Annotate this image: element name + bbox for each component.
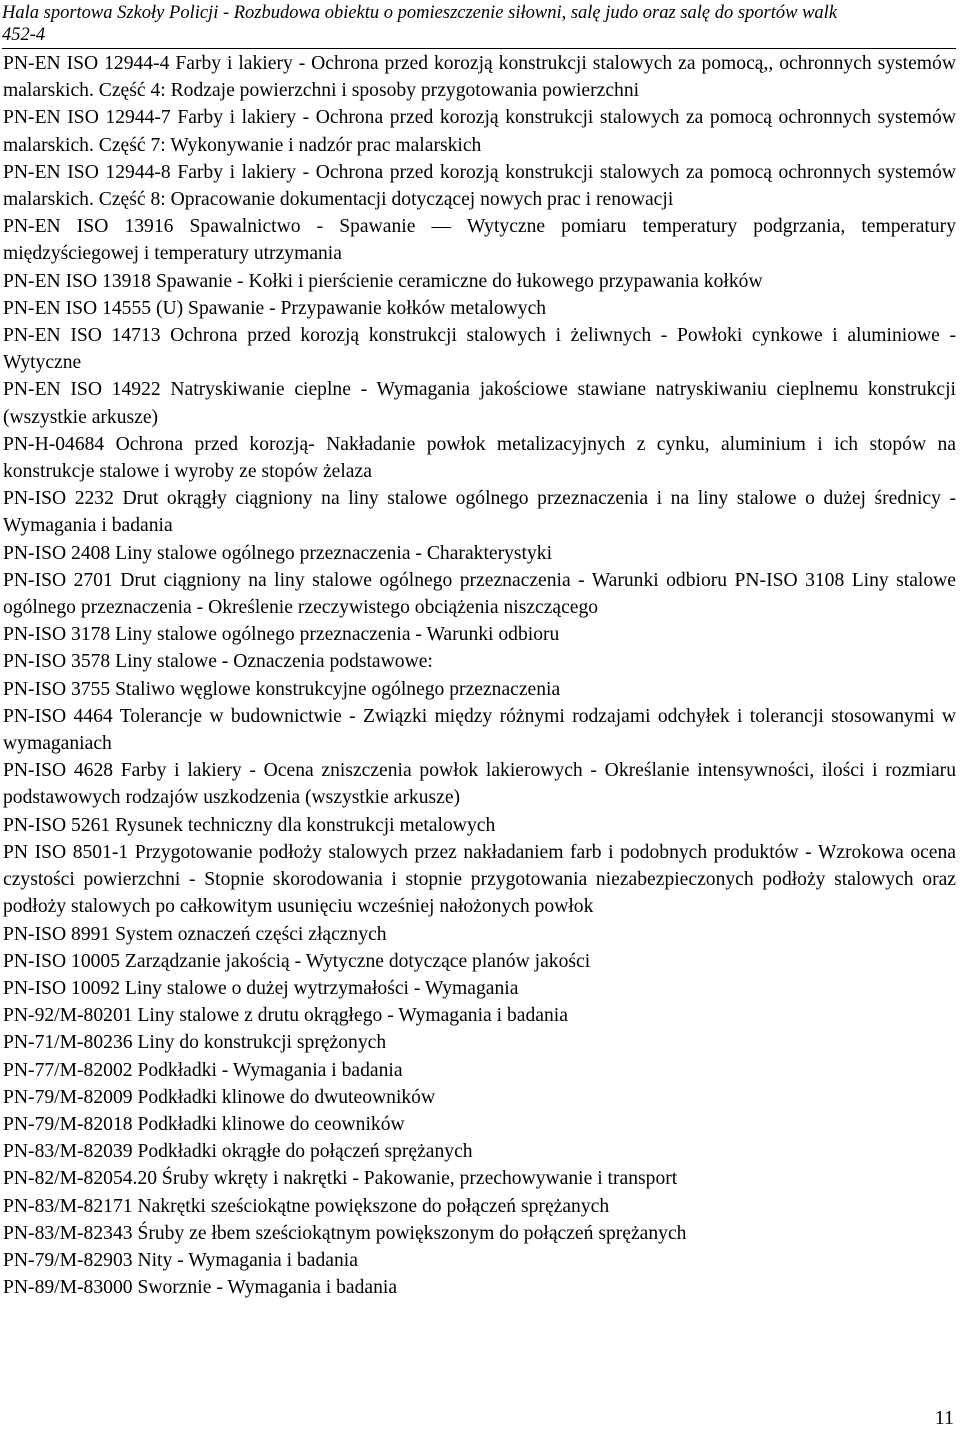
standard-entry: PN-79/M-82903 Nity - Wymagania i badania bbox=[3, 1249, 358, 1271]
running-header bbox=[2, 2, 956, 49]
header-title: Hala sportowa Szkoły Policji - Rozbudowa obiektu o pomieszczenie siłowni, salę judo oraz salę do sportów walk bbox=[2, 3, 838, 23]
standard-entry: PN-89/M-83000 Sworznie - Wymagania i badania bbox=[3, 1277, 398, 1299]
standard-entry: PN-83/M-82171 Nakrętki sześciokątne powiększone do połączeń sprężanych bbox=[3, 1195, 610, 1217]
standard-entry: PN-92/M-80201 Liny stalowe z drutu okrągłego - Wymagania i badania bbox=[3, 1005, 568, 1027]
standard-entry: PN-82/M-82054.20 Śruby wkręty i nakrętki - Pakowanie, przechowywanie i transport bbox=[3, 1168, 678, 1190]
standard-entry: PN-ISO 4628 Farby i lakiery - Ocena zniszczenia powłok lakierowych - Określanie intensywności, ilości i rozmiaru podstawowych rodzajów uszkodzenia (wszystkie arkusze) bbox=[3, 760, 956, 809]
standard-entry: PN-ISO 5261 Rysunek techniczny dla konstrukcji metalowych bbox=[3, 814, 496, 836]
standard-entry: PN-ISO 4464 Tolerancje w budownictwie - Związki między różnymi rodzajami odchyłek i tolerancji stosowanymi w wymaganiach bbox=[3, 705, 956, 755]
header-document-code: 452-4 bbox=[2, 25, 46, 45]
standard-entry: PN-ISO 2408 Liny stalowe ogólnego przeznaczenia - Charakterystyki bbox=[3, 542, 553, 564]
standard-entry: PN-EN ISO 12944-7 Farby i lakiery - Ochrona przed korozją konstrukcji stalowych za pomocą ochronnych systemów malarskich. Część 7: Wykonywanie i nadzór prac malarskich bbox=[3, 107, 956, 156]
standard-entry: PN-ISO 2701 Drut ciągniony na liny stalowe ogólnego przeznaczenia - Warunki odbioru PN-ISO 3108 Liny stalowe ogólnego przeznaczenia - Określenie rzeczywistego obciążenia niszczącego bbox=[3, 569, 956, 619]
standard-entry: PN-79/M-82018 Podkładki klinowe do ceowników bbox=[3, 1113, 405, 1135]
standard-entry: PN-ISO 10092 Liny stalowe o dużej wytrzymałości - Wymagania bbox=[3, 977, 519, 999]
standard-entry: PN-EN ISO 14922 Natryskiwanie cieplne - Wymagania jakościowe stawiane natryskiwaniu cieplnemu konstrukcji (wszystkie arkusze) bbox=[3, 379, 956, 428]
standard-entry: PN-ISO 3578 Liny stalowe - Oznaczenia podstawowe: bbox=[3, 651, 433, 673]
standards-list bbox=[3, 50, 956, 1301]
standard-entry: PN-EN ISO 13918 Spawanie - Kołki i pierścienie ceramiczne do łukowego przypawania kołków bbox=[3, 270, 763, 292]
standard-entry: PN-83/M-82039 Podkładki okrągłe do połączeń sprężanych bbox=[3, 1141, 473, 1163]
standard-entry: PN-ISO 3755 Staliwo węglowe konstrukcyjne ogólnego przeznaczenia bbox=[3, 678, 561, 700]
standard-entry: PN-EN ISO 13916 Spawalnictwo - Spawanie –– Wytyczne pomiaru temperatury podgrzania, temperatury międzyściegowej i temperatury utrzymania bbox=[3, 216, 956, 265]
standard-entry: PN-83/M-82343 Śruby ze łbem sześciokątnym powiększonym do połączeń sprężanych bbox=[3, 1222, 687, 1244]
standard-entry: PN-71/M-80236 Liny do konstrukcji sprężonych bbox=[3, 1032, 387, 1054]
standard-entry: PN-ISO 8991 System oznaczeń części złącznych bbox=[3, 923, 387, 945]
standard-entry: PN-ISO 3178 Liny stalowe ogólnego przeznaczenia - Warunki odbioru bbox=[3, 624, 560, 646]
standard-entry: PN-79/M-82009 Podkładki klinowe do dwuteowników bbox=[3, 1086, 436, 1108]
standard-entry: PN-ISO 2232 Drut okrągły ciągniony na liny stalowe ogólnego przeznaczenia i na liny stalowe o dużej średnicy -Wymagania i badania bbox=[3, 488, 956, 537]
standard-entry: PN-EN ISO 12944-8 Farby i lakiery - Ochrona przed korozją konstrukcji stalowych za pomocą ochronnych systemów malarskich. Część 8: Opracowanie dokumentacji dotyczącej nowych prac i renowacji bbox=[3, 161, 956, 211]
standard-entry: PN-ISO 10005 Zarządzanie jakością - Wytyczne dotyczące planów jakości bbox=[3, 950, 591, 972]
standard-entry: PN-H-04684 Ochrona przed korozją- Nakładanie powłok metalizacyjnych z cynku, aluminium i ich stopów na konstrukcje stalowe i wyroby ze stopów żelaza bbox=[3, 433, 956, 483]
standard-entry: PN-EN ISO 12944-4 Farby i lakiery - Ochrona przed korozją konstrukcji stalowych za pomocą,, ochronnych systemów malarskich. Część 4: Rodzaje powierzchni i sposoby przygotowania powierzchni bbox=[3, 53, 956, 102]
page-number: 11 bbox=[934, 1407, 954, 1429]
standard-entry: PN-EN ISO 14555 (U) Spawanie - Przypawanie kołków metalowych bbox=[3, 297, 547, 319]
standard-entry: PN ISO 8501-1 Przygotowanie podłoży stalowych przez nakładaniem farb i podobnych produktów - Wzrokowa ocena czystości powierzchni - Stopnie skorodowania i stopnie przygotowania niezabezpieczonych podłoży stalowych oraz podłoży stalowych po całkowitym usunięciu wcześniej nałożonych powłok bbox=[3, 841, 956, 918]
standard-entry: PN-EN ISO 14713 Ochrona przed korozją konstrukcji stalowych i żeliwnych - Powłoki cynkowe i aluminiowe - Wytyczne bbox=[3, 325, 956, 374]
standard-entry: PN-77/M-82002 Podkładki - Wymagania i badania bbox=[3, 1059, 403, 1081]
